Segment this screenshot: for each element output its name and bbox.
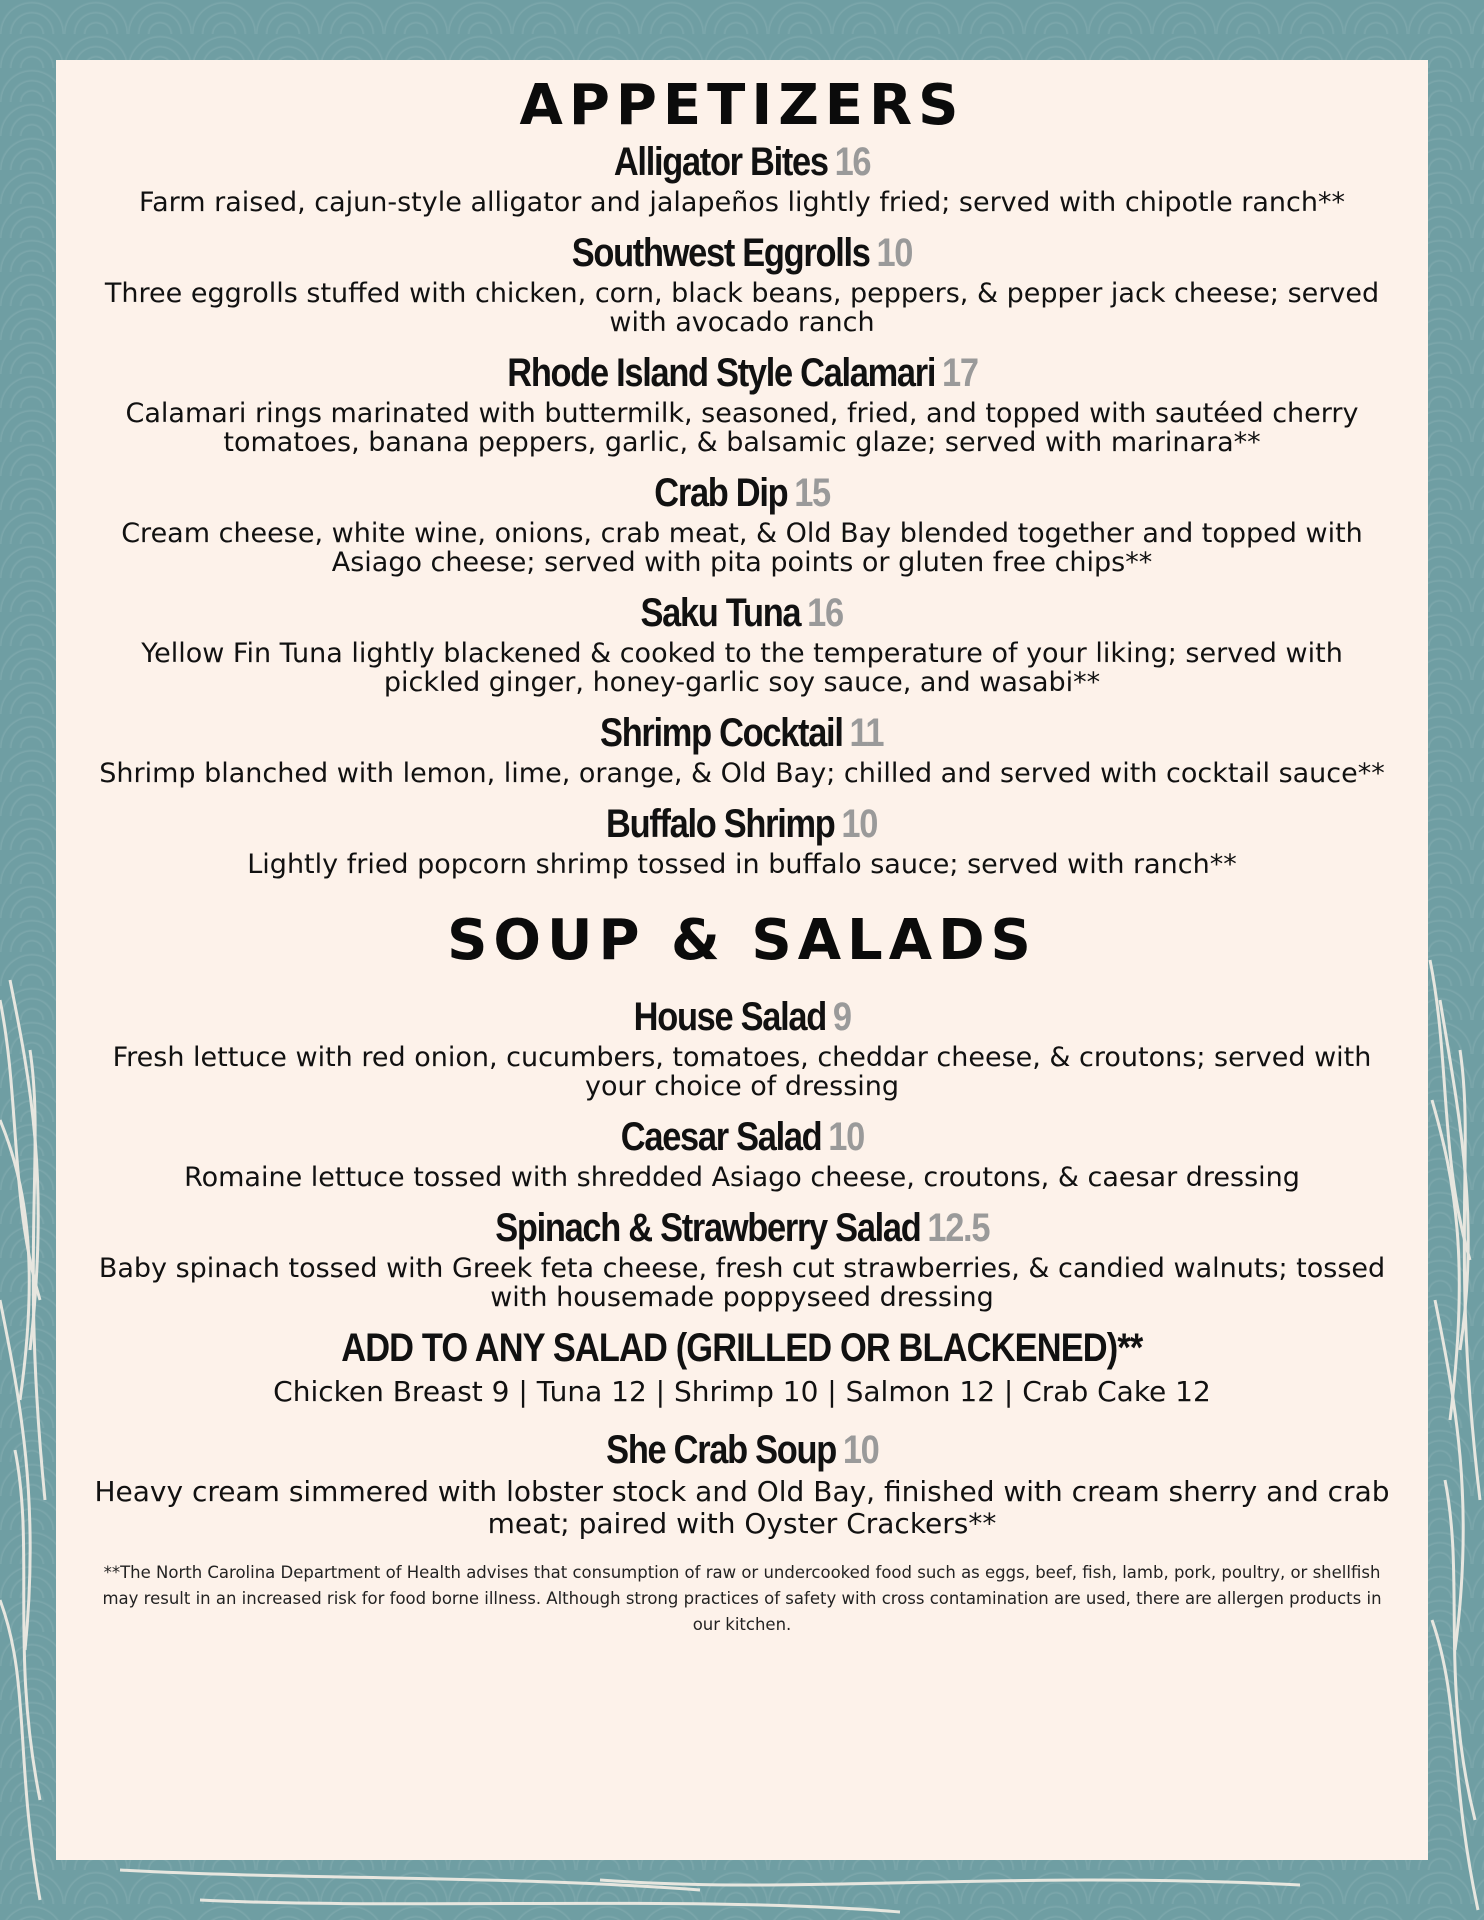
menu-item	[56, 1206, 1428, 1312]
menu-card	[56, 60, 1428, 1860]
item-description: Farm raised, cajun-style alligator and jalapeños lightly fried; served with chipotle ranch**	[139, 187, 1345, 218]
item-price: 11	[849, 711, 884, 755]
item-description: Lightly fried popcorn shrimp tossed in buffalo sauce; served with ranch**	[247, 849, 1237, 880]
menu-item	[56, 591, 1428, 697]
item-price: 15	[794, 471, 830, 515]
addon-list: Chicken Breast 9 | Tuna 12 | Shrimp 10 | Salmon 12 | Crab Cake 12	[273, 1375, 1211, 1408]
item-description: Heavy cream simmered with lobster stock and Old Bay, finished with cream sherry and crab meat; paired with Oyster Crackers**	[94, 1475, 1390, 1540]
item-description: Baby spinach tossed with Greek feta cheese, fresh cut strawberries, & candied walnuts; tossed with housemade poppyseed dressing	[98, 1253, 1386, 1313]
item-name: She Crab Soup 10	[605, 1428, 879, 1472]
item-description: Romaine lettuce tossed with shredded Asiago cheese, croutons, & caesar dressing	[184, 1162, 1300, 1193]
item-description: Fresh lettuce with red onion, cucumbers, tomatoes, cheddar cheese, & croutons; served with your choice of dressing	[112, 1042, 1372, 1102]
item-price: 10	[827, 1115, 864, 1159]
appetizers-title: APPETIZERS	[519, 73, 965, 138]
item-name: House Salad 9	[633, 995, 851, 1039]
menu-item	[56, 711, 1428, 788]
menu-item	[56, 802, 1428, 879]
item-name: Spinach & Strawberry Salad 12.5	[495, 1206, 989, 1250]
item-price: 9	[832, 995, 851, 1039]
menu-item	[56, 351, 1428, 457]
item-name: Buffalo Shrimp 10	[606, 802, 878, 846]
salad-addon	[56, 1326, 1428, 1408]
item-price: 16	[807, 591, 844, 635]
item-description: Cream cheese, white wine, onions, crab meat, & Old Bay blended together and topped with Asiago cheese; served with pita points or gluten free chips**	[121, 518, 1363, 578]
item-name: Caesar Salad 10	[620, 1115, 864, 1159]
item-name: Alligator Bites 16	[613, 140, 871, 184]
addon-title: ADD TO ANY SALAD (GRILLED OR BLACKENED)**	[341, 1326, 1143, 1370]
item-name: Crab Dip 15	[654, 471, 830, 515]
item-name: Rhode Island Style Calamari 17	[506, 351, 978, 395]
item-price: 10	[842, 1428, 879, 1472]
menu-item	[56, 231, 1428, 337]
item-name: Southwest Eggrolls 10	[571, 231, 913, 275]
item-description: Three eggrolls stuffed with chicken, corn, black beans, peppers, & pepper jack cheese; served with avocado ranch	[104, 278, 1380, 338]
soup-salads-title: SOUP & SALADS	[447, 908, 1037, 973]
menu-item-soup	[56, 1428, 1428, 1540]
item-price: 16	[834, 140, 871, 184]
item-description: Yellow Fin Tuna lightly blackened & cooked to the temperature of your liking; served with pickled ginger, honey-garlic soy sauce, and wasabi**	[141, 638, 1343, 698]
item-description: Calamari rings marinated with buttermilk, seasoned, fried, and topped with sautéed cherry tomatoes, banana peppers, garlic, & balsamic glaze; served with marinara**	[125, 398, 1359, 458]
item-price: 10	[841, 802, 878, 846]
menu-item	[56, 995, 1428, 1101]
menu-item	[56, 140, 1428, 217]
item-description: Shrimp blanched with lemon, lime, orange, & Old Bay; chilled and served with cocktail sauce**	[99, 758, 1385, 789]
item-price: 10	[876, 231, 913, 275]
item-name: Shrimp Cocktail 11	[600, 711, 884, 755]
item-price: 17	[941, 351, 978, 395]
menu-item	[56, 471, 1428, 577]
menu-item	[56, 1115, 1428, 1192]
health-footnote: **The North Carolina Department of Health advises that consumption of raw or undercooked food such as eggs, beef, fish, lamb, pork, poultry, or shellfish may result in an increased risk for food borne illness. Although strong practices of safety with cross contamination are used, there are allergen products in our kitchen.	[102, 1563, 1382, 1634]
item-price: 12.5	[927, 1206, 989, 1250]
item-name: Saku Tuna 16	[640, 591, 844, 635]
